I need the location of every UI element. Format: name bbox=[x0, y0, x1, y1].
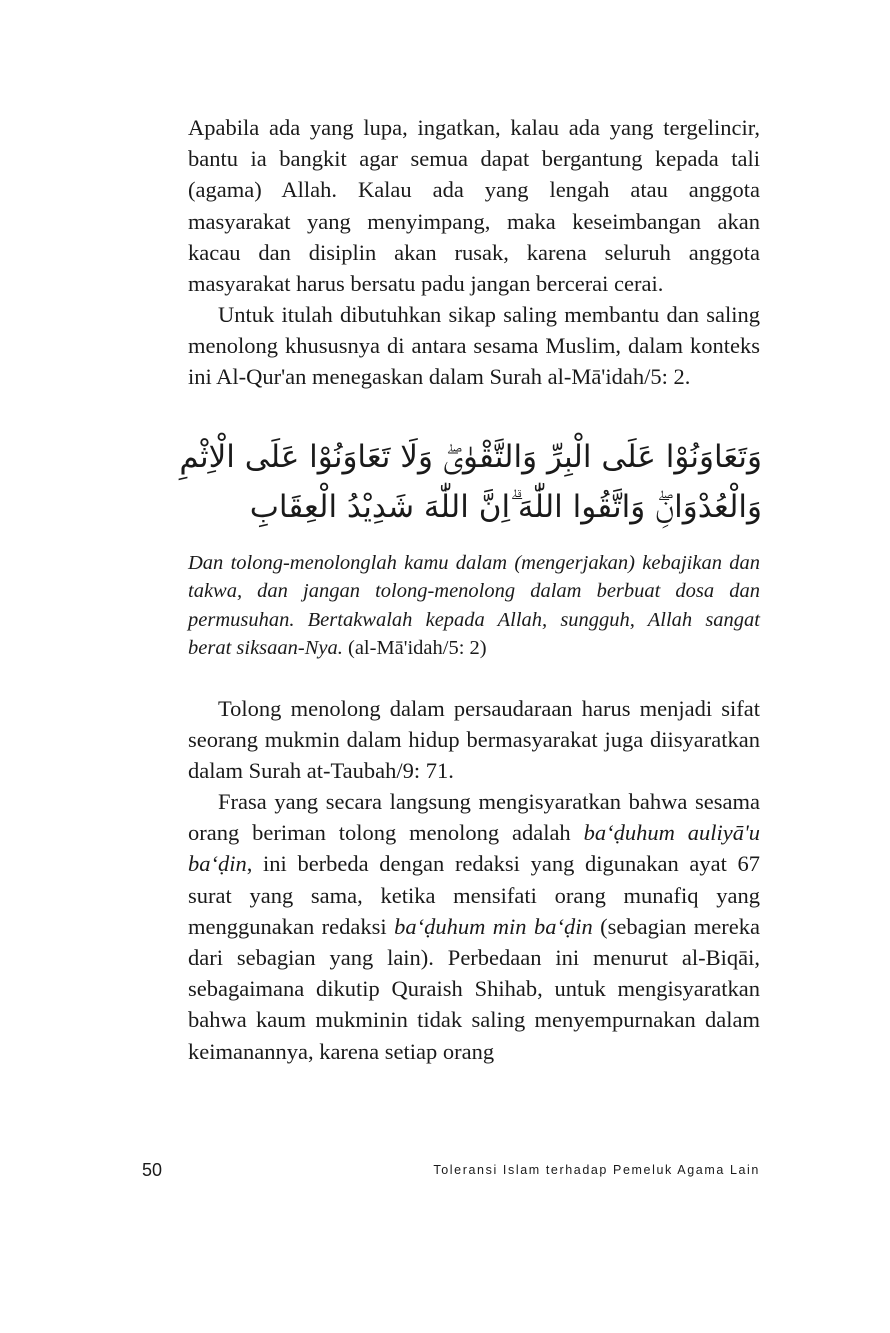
translation-text: Dan tolong-menolonglah kamu dalam (mengerjakan) kebajikan dan takwa, dan jangan tolong-menolong dalam berbuat dosa dan permusuhan. Bertakwalah kepada Allah, sungguh, Allah sangat berat siksaan-Nya. bbox=[188, 552, 760, 660]
paragraph-3: Tolong menolong dalam persaudaraan harus menjadi sifat seorang mukmin dalam hidup bermasyarakat juga diisyaratkan dalam Surah at-Taubah/9: 71. bbox=[188, 696, 760, 784]
verse-translation bbox=[188, 549, 760, 663]
transliteration-term-2: ba‘ḍuhum min ba‘ḍin bbox=[394, 913, 593, 939]
page-number: 50 bbox=[142, 1160, 163, 1180]
paragraph-2: Untuk itulah dibutuhkan sikap saling membantu dan saling menolong khususnya di antara sesama Muslim, dalam konteks ini Al-Qur'an menegaskan dalam Surah al-Mā'idah/5: 2. bbox=[188, 302, 760, 390]
paragraph-4-text-2: , ini berbeda dengan redaksi yang digunakan ayat 67 surat yang sama, ketika mensifati orang munafiq yang menggunakan redaksi bbox=[188, 851, 760, 939]
verse-reference: (al-Mā'idah/5: 2) bbox=[342, 637, 487, 660]
paragraph-1: Apabila ada yang lupa, ingatkan, kalau ada yang tergelincir, bantu ia bangkit agar semua dapat bergantung kepada tali (agama) Allah. Kalau ada yang lengah atau anggota masyarakat yang menyimpang, maka keseimbangan akan kacau dan disiplin akan rusak, karena seluruh anggota masyarakat harus bersatu padu jangan bercerai cerai. bbox=[188, 115, 760, 297]
paragraph-4-text-3: (sebagian mereka dari sebagian yang lain). Perbedaan ini menurut al-Biqāi, sebagaimana dikutip Quraish Shihab, untuk mengisyaratkan bahwa kaum mukminin tidak saling menyempurnakan dalam keimanannya, karena setiap orang bbox=[188, 913, 760, 1064]
paragraph-4-text-1: Frasa yang secara langsung mengisyaratkan bahwa sesama orang beriman tolong menolong adalah bbox=[188, 789, 760, 846]
arabic-verse: وَتَعَاوَنُوْا عَلَى الْبِرِّ وَالتَّقْوٰىۖ وَلَا تَعَاوَنُوْا عَلَى الْاِثْمِ وَالْعُدْوَانِۖ وَاتَّقُوا اللّٰهَ ۗاِنَّ اللّٰهَ شَدِيْدُ الْعِقَابِ bbox=[179, 439, 762, 525]
transliteration-term-1: ba‘ḍuhum auliyā'u ba‘ḍin bbox=[188, 820, 761, 877]
paragraph-4 bbox=[188, 786, 760, 1067]
running-title: Toleransi Islam terhadap Pemeluk Agama Lain bbox=[433, 1163, 760, 1177]
